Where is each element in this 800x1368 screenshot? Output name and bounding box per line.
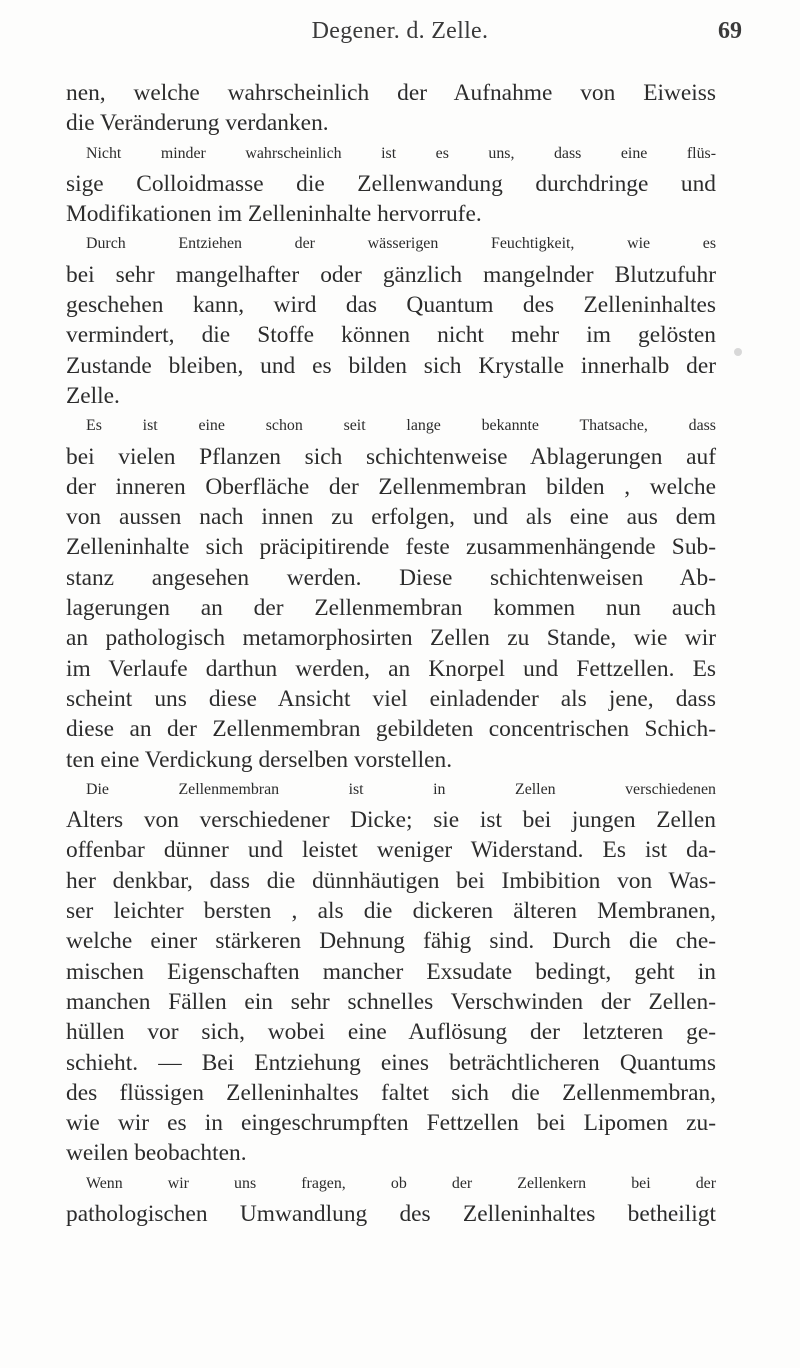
text-line: geschehen kann, wird das Quantum des Zelleninhaltes <box>66 292 716 319</box>
text-line: manchen Fällen ein sehr schnelles Verschwinden der Zellen- <box>66 988 716 1015</box>
text-line: sige Colloidmasse die Zellenwandung durchdringe und <box>66 170 716 197</box>
text-line: nen, welche wahrscheinlich der Aufnahme von Eiweiss <box>66 80 716 106</box>
text-line: wie wir es in eingeschrumpften Fettzellen bei Lipomen zu- <box>66 1110 716 1137</box>
text-line: bei sehr mangelhafter oder gänzlich mangelnder Blutzufuhr <box>66 261 716 288</box>
body-text <box>66 78 716 1229</box>
text-line: ten eine Verdickung derselben vorstellen. <box>66 746 453 773</box>
text-line: scheint uns diese Ansicht viel einladender als jene, dass <box>66 685 716 712</box>
text-line: bei vielen Pflanzen sich schichtenweise Ablagerungen auf <box>66 443 716 470</box>
text-line: Durch Entziehen der wässerigen Feuchtigkeit, wie es <box>86 235 716 253</box>
text-line: weilen beobachten. <box>66 1140 247 1167</box>
paper-spot <box>734 348 742 356</box>
text-line: Zelleninhalte sich präcipitirende feste zusammenhängende Sub- <box>66 534 716 561</box>
text-line: Alters von verschiedener Dicke; sie ist bei jungen Zellen <box>66 807 716 834</box>
text-line: Nicht minder wahrscheinlich ist es uns, dass eine flüs- <box>86 144 716 162</box>
running-head: Degener. d. Zelle. <box>311 18 489 44</box>
text-line: stanz angesehen werden. Diese schichtenweisen Ab- <box>66 564 716 591</box>
text-line: Wenn wir uns fragen, ob der Zellenkern bei der <box>86 1174 716 1192</box>
text-line: Zustande bleiben, und es bilden sich Krystalle innerhalb der <box>66 352 716 379</box>
text-line: schieht. — Bei Entziehung eines beträchtlicheren Quantums <box>66 1049 716 1076</box>
text-line: diese an der Zellenmembran gebildeten concentrischen Schich- <box>66 716 716 743</box>
text-line: mischen Eigenschaften mancher Exsudate bedingt, geht in <box>66 958 716 985</box>
text-line: von aussen nach innen zu erfolgen, und als eine aus dem <box>66 504 716 531</box>
text-line: Es ist eine schon seit lange bekannte Thatsache, dass <box>86 417 716 435</box>
text-line: vermindert, die Stoffe können nicht mehr im gelösten <box>66 322 716 349</box>
text-line: ser leichter bersten , als die dickeren älteren Membranen, <box>66 898 716 925</box>
text-line: her denkbar, dass die dünnhäutigen bei Imbibition von Was- <box>66 867 716 894</box>
text-line: lagerungen an der Zellenmembran kommen nun auch <box>66 595 716 622</box>
text-line: an pathologisch metamorphosirten Zellen zu Stande, wie wir <box>66 625 716 652</box>
text-line: Die Zellenmembran ist in Zellen verschiedenen <box>86 780 716 798</box>
text-line: Modifikationen im Zelleninhalte hervorrufe. <box>66 201 482 228</box>
text-line: pathologischen Umwandlung des Zelleninhaltes betheiligt <box>66 1200 716 1227</box>
page-number: 69 <box>718 18 742 44</box>
text-line: der inneren Oberfläche der Zellenmembran bilden , welche <box>66 473 716 500</box>
text-line: welche einer stärkeren Dehnung fähig sind. Durch die che- <box>66 928 716 955</box>
text-line: im Verlaufe darthun werden, an Knorpel und Fettzellen. Es <box>66 655 716 682</box>
text-line: hüllen vor sich, wobei eine Auflösung der letzteren ge- <box>66 1019 716 1046</box>
text-line: die Veränderung verdanken. <box>66 110 329 137</box>
page-header <box>0 18 800 58</box>
text-line: Zelle. <box>66 382 120 409</box>
text-line: des flüssigen Zelleninhaltes faltet sich die Zellenmembran, <box>66 1079 716 1106</box>
text-line: offenbar dünner und leistet weniger Widerstand. Es ist da- <box>66 837 716 864</box>
